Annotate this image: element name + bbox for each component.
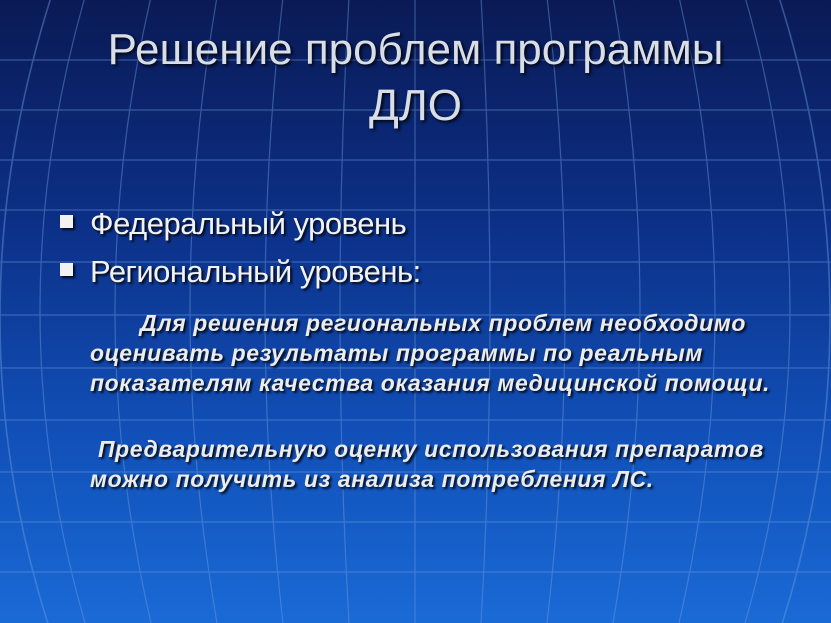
regional-paragraph-1 [90,308,770,398]
slide-title [0,22,831,134]
paragraph-1-text: Для решения региональных проблем необходимо оценивать результаты программы по реальным показателям качества оказания медицинской помощи. [90,310,770,396]
paragraph-2-text: Предварительную оценку использования препаратов можно получить из анализа потребления ЛС. [90,436,764,492]
bullet-item-federal [58,200,421,248]
regional-paragraph-2 [90,434,770,494]
slide-title-line2: ДЛО [369,81,462,130]
slide-title-line1: Решение проблем программы [107,25,724,74]
bullet-label: Региональный уровень: [90,254,421,289]
bullet-list [58,200,421,296]
square-bullet-icon [60,215,73,228]
bullet-label: Федеральный уровень [90,206,407,241]
bullet-item-regional [58,248,421,296]
square-bullet-icon [60,263,73,276]
